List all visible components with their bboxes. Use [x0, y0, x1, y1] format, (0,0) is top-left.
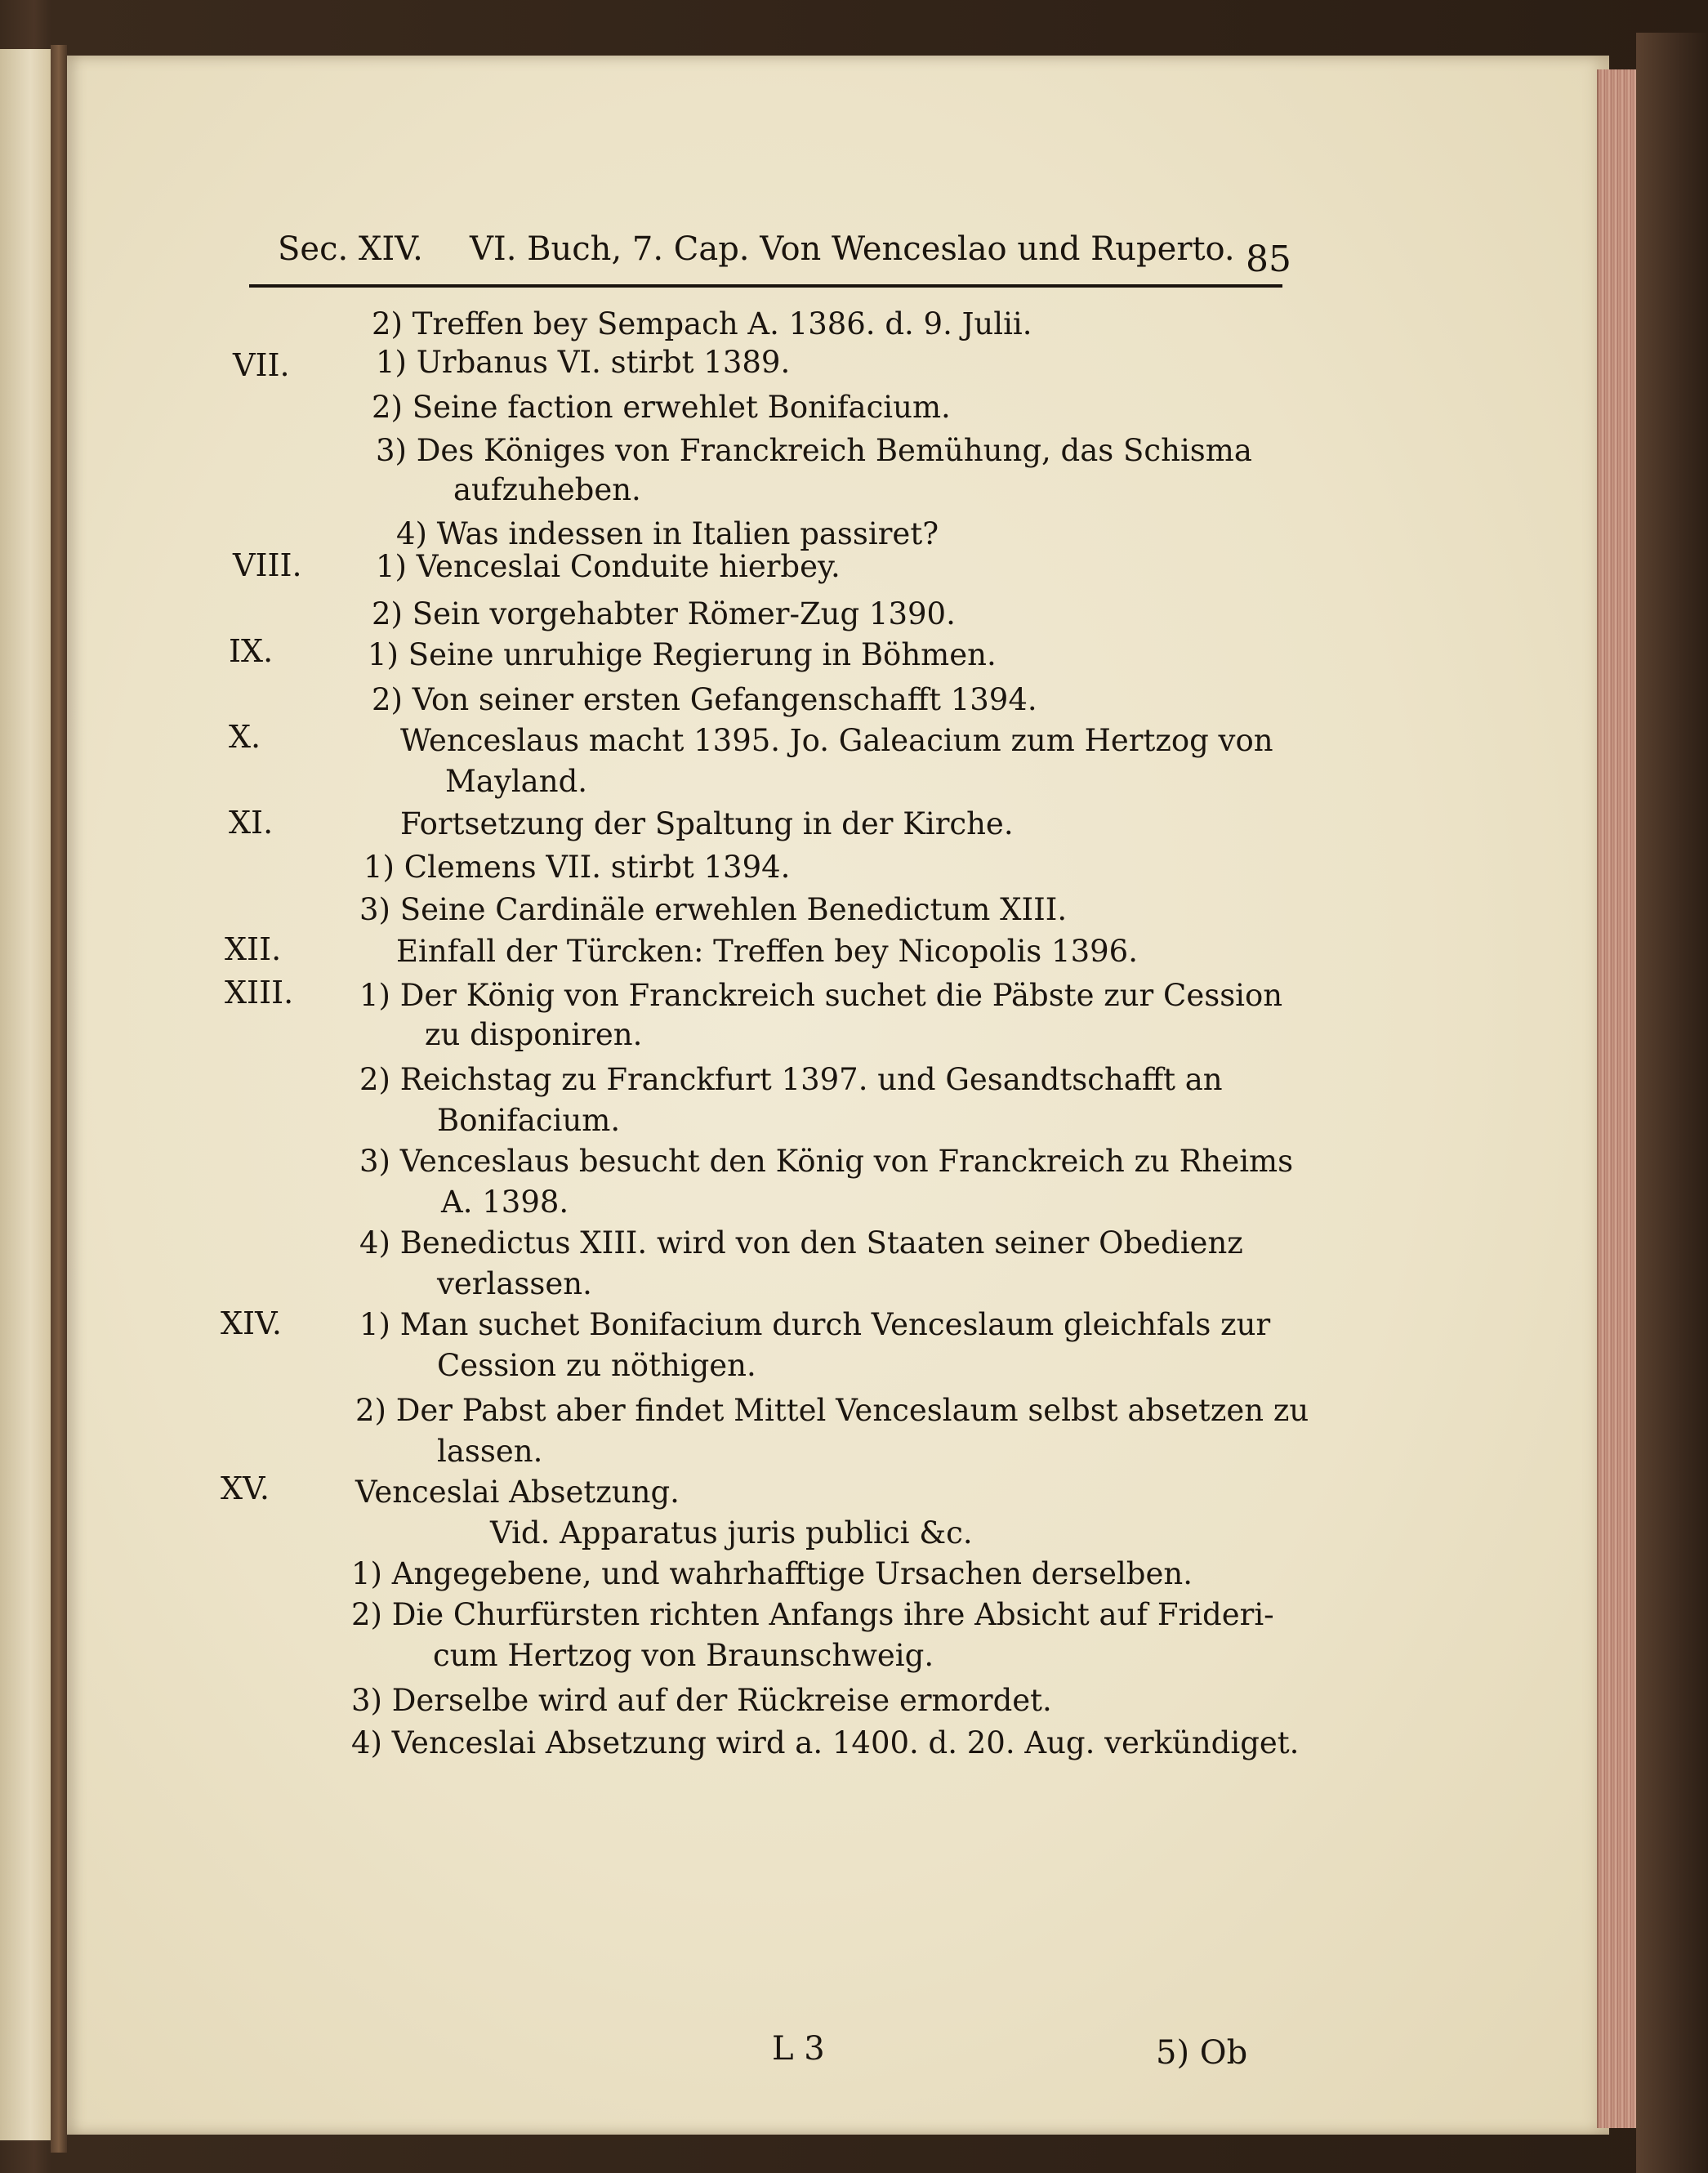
list-item: 3) Seine Cardinäle erwehlen Benedictum XIII.	[359, 892, 1068, 927]
list-item: 2) Reichstag zu Franckfurt 1397. und Gesandtschafft an	[359, 1062, 1223, 1097]
list-item: 2) Die Churfürsten richten Anfangs ihre Absicht auf Frideri-	[351, 1597, 1274, 1632]
list-item: Vid. Apparatus juris publici &c.	[490, 1515, 973, 1551]
list-item: 1) Clemens VII. stirbt 1394.	[363, 850, 791, 885]
running-header	[278, 221, 1291, 278]
book-gutter	[51, 45, 67, 2153]
list-item: cum Hertzog von Braunschweig.	[433, 1638, 934, 1673]
list-item: 1) Man suchet Bonifacium durch Venceslaum gleichfals zur	[359, 1307, 1271, 1342]
chapter-title: VI. Buch, 7. Cap. Von Wenceslao und Ruperto.	[470, 230, 1235, 268]
facing-page-edge	[0, 49, 52, 2140]
section-label: Sec. XIV.	[278, 230, 423, 268]
catchword: 5) Ob	[1156, 2034, 1248, 2072]
list-item: 2) Seine faction erwehlet Bonifacium.	[372, 390, 951, 425]
list-item: 2) Der Pabst aber findet Mittel Venceslaum selbst absetzen zu	[355, 1393, 1309, 1428]
list-item: verlassen.	[437, 1266, 592, 1301]
book-cover-edge	[1636, 33, 1708, 2173]
list-item: 1) Der König von Franckreich suchet die Päbste zur Cession	[359, 978, 1283, 1013]
header-rule	[249, 284, 1282, 288]
list-item: A. 1398.	[441, 1185, 569, 1220]
section-numeral: XIV.	[221, 1305, 282, 1341]
list-item: aufzuheben.	[453, 472, 641, 507]
list-item: Mayland.	[445, 764, 588, 799]
list-item: 2) Von seiner ersten Gefangenschafft 1394.	[372, 682, 1037, 717]
list-item: 4) Was indessen in Italien passiret?	[396, 516, 939, 551]
list-item: zu disponiren.	[425, 1017, 643, 1052]
list-item: 3) Derselbe wird auf der Rückreise ermordet.	[351, 1683, 1052, 1718]
section-numeral: XI.	[229, 805, 274, 841]
list-item: 2) Treffen bey Sempach A. 1386. d. 9. Julii.	[372, 306, 1032, 341]
list-item: 1) Venceslai Conduite hierbey.	[376, 549, 841, 584]
section-numeral: IX.	[229, 633, 274, 669]
page-number: 85	[1246, 239, 1291, 280]
list-item: 1) Urbanus VI. stirbt 1389.	[376, 345, 791, 380]
list-item: 4) Benedictus XIII. wird von den Staaten seiner Obedienz	[359, 1225, 1243, 1261]
list-item: 4) Venceslai Absetzung wird a. 1400. d. 20. Aug. verkündiget.	[351, 1725, 1300, 1760]
list-item: 2) Sein vorgehabter Römer-Zug 1390.	[372, 596, 956, 631]
list-item: 3) Venceslaus besucht den König von Franckreich zu Rheims	[359, 1144, 1294, 1179]
section-numeral: XIII.	[225, 975, 294, 1011]
section-numeral: VIII.	[233, 547, 302, 583]
section-numeral: VII.	[233, 347, 290, 383]
section-numeral: XII.	[225, 931, 282, 967]
section-numeral: XV.	[221, 1470, 270, 1506]
list-item: Einfall der Türcken: Treffen bey Nicopolis 1396.	[396, 934, 1138, 969]
list-item: Cession zu nöthigen.	[437, 1348, 756, 1383]
page-fore-edge	[1597, 69, 1638, 2128]
list-item: Venceslai Absetzung.	[355, 1475, 680, 1510]
list-item: 1) Angegebene, und wahrhafftige Ursachen derselben.	[351, 1556, 1193, 1591]
list-item: 1) Seine unruhige Regierung in Böhmen.	[368, 637, 997, 672]
list-item: Fortsetzung der Spaltung in der Kirche.	[400, 806, 1014, 841]
list-item: Wenceslaus macht 1395. Jo. Galeacium zum Hertzog von	[400, 723, 1273, 758]
list-item: Bonifacium.	[437, 1103, 621, 1138]
list-item: lassen.	[437, 1434, 543, 1469]
list-item: 3) Des Königes von Franckreich Bemühung, das Schisma	[376, 433, 1252, 468]
signature-mark: L 3	[772, 2030, 825, 2068]
section-numeral: X.	[229, 719, 261, 755]
